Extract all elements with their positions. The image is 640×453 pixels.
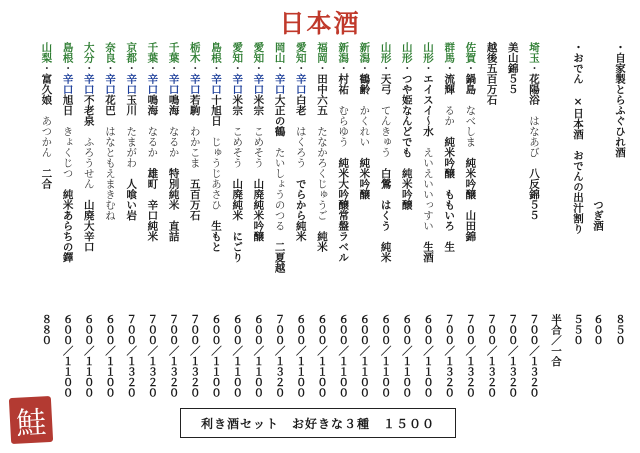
sake-column: 埼玉・花陽浴 はなあび 八反錦５５ ７００／１３２０ xyxy=(528,42,540,398)
prefecture-label: 新潟 xyxy=(358,42,371,63)
sake-type: 純米吟醸 xyxy=(358,157,371,200)
sake-name: 米宗 xyxy=(231,94,244,116)
karakuchi-label: 辛口 xyxy=(231,73,244,95)
tasting-set-box: 利き酒セット お好きな３種 １５００ xyxy=(180,408,456,438)
sake-price: ６００／１１００ xyxy=(358,314,371,398)
karakuchi-label: 辛口 xyxy=(104,73,116,95)
sake-reading: たまがわ xyxy=(125,126,138,168)
karakuchi-label: 辛口 xyxy=(82,73,95,95)
menu-column-right xyxy=(590,42,606,442)
prefecture-label: 埼玉 xyxy=(528,42,540,63)
sake-price: ７００／１３２０ xyxy=(485,314,498,398)
sake-price: ７００／１３２０ xyxy=(464,314,477,398)
sake-price: ８８０ xyxy=(40,314,53,346)
menu-column-right xyxy=(548,42,564,442)
sake-column: 千葉・辛口鳴海 なるか 雄町 辛口純米 ７００／１３２０ xyxy=(146,42,159,398)
karakuchi-label: 辛口 xyxy=(167,73,180,95)
sake-column xyxy=(484,42,500,442)
sake-column: 島根・辛口旭日 きょくじつ 純米あらちの鐸 ６００／１１００ xyxy=(61,42,74,398)
sake-reading: むらゆう xyxy=(337,105,350,147)
sake-price: ６００／１１００ xyxy=(379,314,392,398)
sake-column: 新潟・鶴齢 かくれい 純米吟醸 ６００／１１００ xyxy=(358,42,371,398)
menu-column-right xyxy=(570,42,586,442)
sake-type: 白鶯 はくう 純米 xyxy=(379,168,392,263)
sake-price: ６００／１１００ xyxy=(82,314,95,398)
sake-column: 千葉・辛口鳴海 なるか 特別純米 直詰 ７００／１３２０ xyxy=(167,42,180,398)
sake-price: ６００／１１００ xyxy=(252,314,265,398)
sake-price: ６００／１１００ xyxy=(422,314,434,398)
sake-name: 玉川 xyxy=(125,94,138,116)
sake-column: 佐賀・鍋島 なべしま 純米吟醸 山田錦 ７００／１３２０ xyxy=(464,42,477,398)
sake-type: 八反錦５５ xyxy=(528,168,540,221)
sake-type: 人喰い岩 xyxy=(125,178,138,221)
sake-price: ７００／１３２０ xyxy=(528,314,540,398)
sake-reading: なるか xyxy=(167,126,180,158)
sake-type: でらから純米 xyxy=(294,178,307,242)
sake-reading: たいしょうのつる xyxy=(273,147,286,231)
sake-price: ６００／１１００ xyxy=(210,314,222,398)
prefecture-label: 京都 xyxy=(125,42,138,63)
sake-column: 愛知・辛口米宗 こめそう 山廃純米 にごり ６００／１１００ xyxy=(231,42,244,398)
prefecture-label: 山形 xyxy=(422,42,434,63)
prefecture-label: 佐賀 xyxy=(464,42,477,63)
sake-price: ７００／１３２０ xyxy=(273,314,286,398)
prefecture-label: 奈良 xyxy=(104,42,116,63)
sake-type: 純米吟醸 xyxy=(400,168,413,210)
sake-type: 越後五百万石 xyxy=(485,42,498,105)
prefecture-label: 新潟 xyxy=(337,42,350,63)
sake-reading: はなともえまきむね xyxy=(104,126,116,221)
sake-reading: えいえいいっすい xyxy=(422,147,434,231)
prefecture-label: 愛知 xyxy=(252,42,265,63)
sake-price: ６００／１１００ xyxy=(337,314,350,398)
sake-name: 大正の鶴 xyxy=(273,94,286,137)
sake-name: 鳴海 xyxy=(167,94,180,116)
prefecture-label: 栃木 xyxy=(188,42,201,63)
prefecture-label: 岡山 xyxy=(273,42,286,63)
sake-column: 山梨・富久娘 あつかん 二合 ８８０ xyxy=(40,42,53,346)
sake-price: ６００／１１００ xyxy=(294,314,307,398)
sake-column: 京都・辛口玉川 たまがわ 人喰い岩 ７００／１３２０ xyxy=(125,42,138,398)
sake-reading: わかこま xyxy=(188,126,201,168)
karakuchi-label: 辛口 xyxy=(61,73,74,95)
karakuchi-label: 辛口 xyxy=(273,73,286,95)
sake-name: 天弓 xyxy=(379,73,392,95)
page-title: 日本酒 xyxy=(279,9,361,38)
menu-price: ５５０ xyxy=(572,314,584,346)
sake-column xyxy=(505,42,521,442)
sake-price: ７００／１３２０ xyxy=(167,314,180,398)
menu-price: ６００ xyxy=(592,314,604,346)
sake-price: ７００／１３２０ xyxy=(125,314,138,398)
sake-name: 米宗 xyxy=(252,94,265,116)
sake-type: 山廃大辛口 xyxy=(82,199,95,252)
prefecture-label: 島根 xyxy=(210,42,222,63)
sake-column: 山形・つや姫なんどでも 純米吟醸 ６００／１１００ xyxy=(400,42,413,398)
karakuchi-label: 辛口 xyxy=(125,73,138,95)
sake-reading: こめそう xyxy=(231,126,244,168)
sake-name: 流輝 xyxy=(443,73,456,95)
menu-price: 半合／一合 xyxy=(550,314,562,367)
sake-column: 愛知・辛口米宗 こめそう 山廃純米吟醸 ６００／１１００ xyxy=(252,42,265,398)
karakuchi-label: 辛口 xyxy=(252,73,265,95)
sake-reading: はくろう xyxy=(294,126,307,168)
menu-item-text: ・自家製とらふぐひれ酒 xyxy=(614,42,626,158)
menu-item-text: つぎ酒 xyxy=(592,42,604,231)
sake-price: ７００／１３２０ xyxy=(188,314,201,398)
prefecture-label: 大分 xyxy=(82,42,95,63)
sake-type: 純米吟醸 山田錦 xyxy=(464,157,477,242)
sake-reading: ふろうせん xyxy=(82,136,95,189)
sake-name: 花巴 xyxy=(104,94,116,116)
prefecture-label: 愛知 xyxy=(294,42,307,63)
sake-price: ７００／１３２０ xyxy=(146,314,159,398)
karakuchi-label: 辛口 xyxy=(210,73,222,95)
sake-name: 鶴齢 xyxy=(358,73,371,95)
sake-name: 花陽浴 xyxy=(528,73,540,105)
sake-column: 愛知・辛口白老 はくろう でらから純米 ６００／１１００ xyxy=(294,42,307,398)
sake-type: 五百万石 xyxy=(188,178,201,221)
sake-type: 純米 xyxy=(316,231,328,252)
sake-type: 雄町 辛口純米 xyxy=(146,168,159,242)
sake-name: 十旭日 xyxy=(210,94,222,126)
prefecture-label: 山形 xyxy=(379,42,392,63)
sake-name: 不老泉 xyxy=(82,94,95,126)
sake-price: ６００／１１００ xyxy=(61,314,74,398)
sake-price: ６００／１１００ xyxy=(316,314,328,398)
menu-column-right xyxy=(612,42,628,442)
sake-name: 富久娘 xyxy=(40,73,53,105)
menu-item-text: ・おでん ×日本酒 おでんの出汁割り xyxy=(572,42,584,234)
sake-type: 生もと xyxy=(210,220,222,252)
sake-column: 山形・天弓 てんきゅう 白鶯 はくう 純米 ６００／１１００ xyxy=(379,42,392,398)
prefecture-label: 山形 xyxy=(400,42,413,63)
sake-column: 島根・辛口十旭日 じゅうじあさひ 生もと ６００／１１００ xyxy=(210,42,222,398)
sake-reading: はなあび xyxy=(528,115,540,158)
sake-type: 純米吟醸 ももいろ 生 xyxy=(443,136,456,252)
sake-column: 群馬・流輝 るか 純米吟醸 ももいろ 生 ７００／１３２０ xyxy=(443,42,456,398)
sake-name: つや姫なんどでも xyxy=(400,73,413,158)
sake-price: ６００／１１００ xyxy=(104,314,116,398)
sake-name: 村祐 xyxy=(337,73,350,95)
prefecture-label: 千葉 xyxy=(167,42,180,63)
brand-stamp-logo: 鮭 xyxy=(9,396,53,444)
sake-type: 純米あらちの鐸 xyxy=(61,189,74,263)
sake-name: 白老 xyxy=(294,94,307,116)
sake-reading: きょくじつ xyxy=(61,126,74,179)
sake-price: ７００／１３２０ xyxy=(506,314,519,398)
sake-column: 奈良・辛口花巴 はなともえまきむね ６００／１１００ xyxy=(104,42,116,398)
sake-column: 栃木・辛口若駒 わかこま 五百万石 ７００／１３２０ xyxy=(188,42,201,398)
sake-reading: かくれい xyxy=(358,105,371,147)
sake-reading: たなかろくじゅうご xyxy=(316,126,328,221)
sake-reading: なるか xyxy=(146,126,159,158)
prefecture-label: 福岡 xyxy=(316,42,328,63)
prefecture-label: 群馬 xyxy=(443,42,456,63)
sake-type: 山廃純米 にごり xyxy=(231,178,244,263)
sake-type: 生酒 xyxy=(422,241,434,263)
sake-reading: てんきゅう xyxy=(379,105,392,158)
sake-type: 山廃純米吟醸 xyxy=(252,178,265,242)
sake-price: ７００／１３２０ xyxy=(443,314,456,398)
sake-name: 鳴海 xyxy=(146,94,159,116)
prefecture-label: 島根 xyxy=(61,42,74,63)
prefecture-label: 山梨 xyxy=(40,42,53,63)
karakuchi-label: 辛口 xyxy=(294,73,307,95)
sake-column: 新潟・村祐 むらゆう 純米大吟醸常盤ラベル ６００／１１００ xyxy=(337,42,350,398)
prefecture-label: 千葉 xyxy=(146,42,159,63)
sake-reading: じゅうじあさひ xyxy=(210,136,222,210)
sake-price: ６００／１１００ xyxy=(400,314,413,398)
menu-price: ８５０ xyxy=(614,314,626,346)
sake-name: 旭日 xyxy=(61,94,74,116)
sake-column: 山形・エイスイ～水 えいえいいっすい 生酒 ６００／１１００ xyxy=(422,42,434,398)
karakuchi-label: 辛口 xyxy=(146,73,159,95)
sake-reading: こめそう xyxy=(252,126,265,168)
sake-reading: るか xyxy=(443,105,456,126)
sake-name: 田中六五 xyxy=(316,73,328,116)
sake-type: 二夏越 xyxy=(273,241,286,273)
sake-column: 大分・辛口不老泉 ふろうせん 山廃大辛口 ６００／１１００ xyxy=(82,42,95,398)
prefecture-label: 愛知 xyxy=(231,42,244,63)
sake-column: 岡山・辛口大正の鶴 たいしょうのつる 二夏越 ７００／１３２０ xyxy=(273,42,286,398)
sake-type: 純米大吟醸常盤ラベル xyxy=(337,157,350,263)
sake-price: ６００／１１００ xyxy=(231,314,244,398)
sake-name: エイスイ～水 xyxy=(422,73,434,137)
sake-type: 美山錦５５ xyxy=(506,42,519,95)
karakuchi-label: 辛口 xyxy=(188,73,201,95)
sake-name: 若駒 xyxy=(188,94,201,116)
sake-reading: なべしま xyxy=(464,105,477,147)
sake-type: 特別純米 直詰 xyxy=(167,168,180,242)
sake-type: 二合 xyxy=(40,168,53,189)
sake-reading: あつかん xyxy=(40,115,53,158)
sake-column: 福岡・田中六五 たなかろくじゅうご 純米 ６００／１１００ xyxy=(316,42,328,398)
sake-name: 鍋島 xyxy=(464,73,477,95)
